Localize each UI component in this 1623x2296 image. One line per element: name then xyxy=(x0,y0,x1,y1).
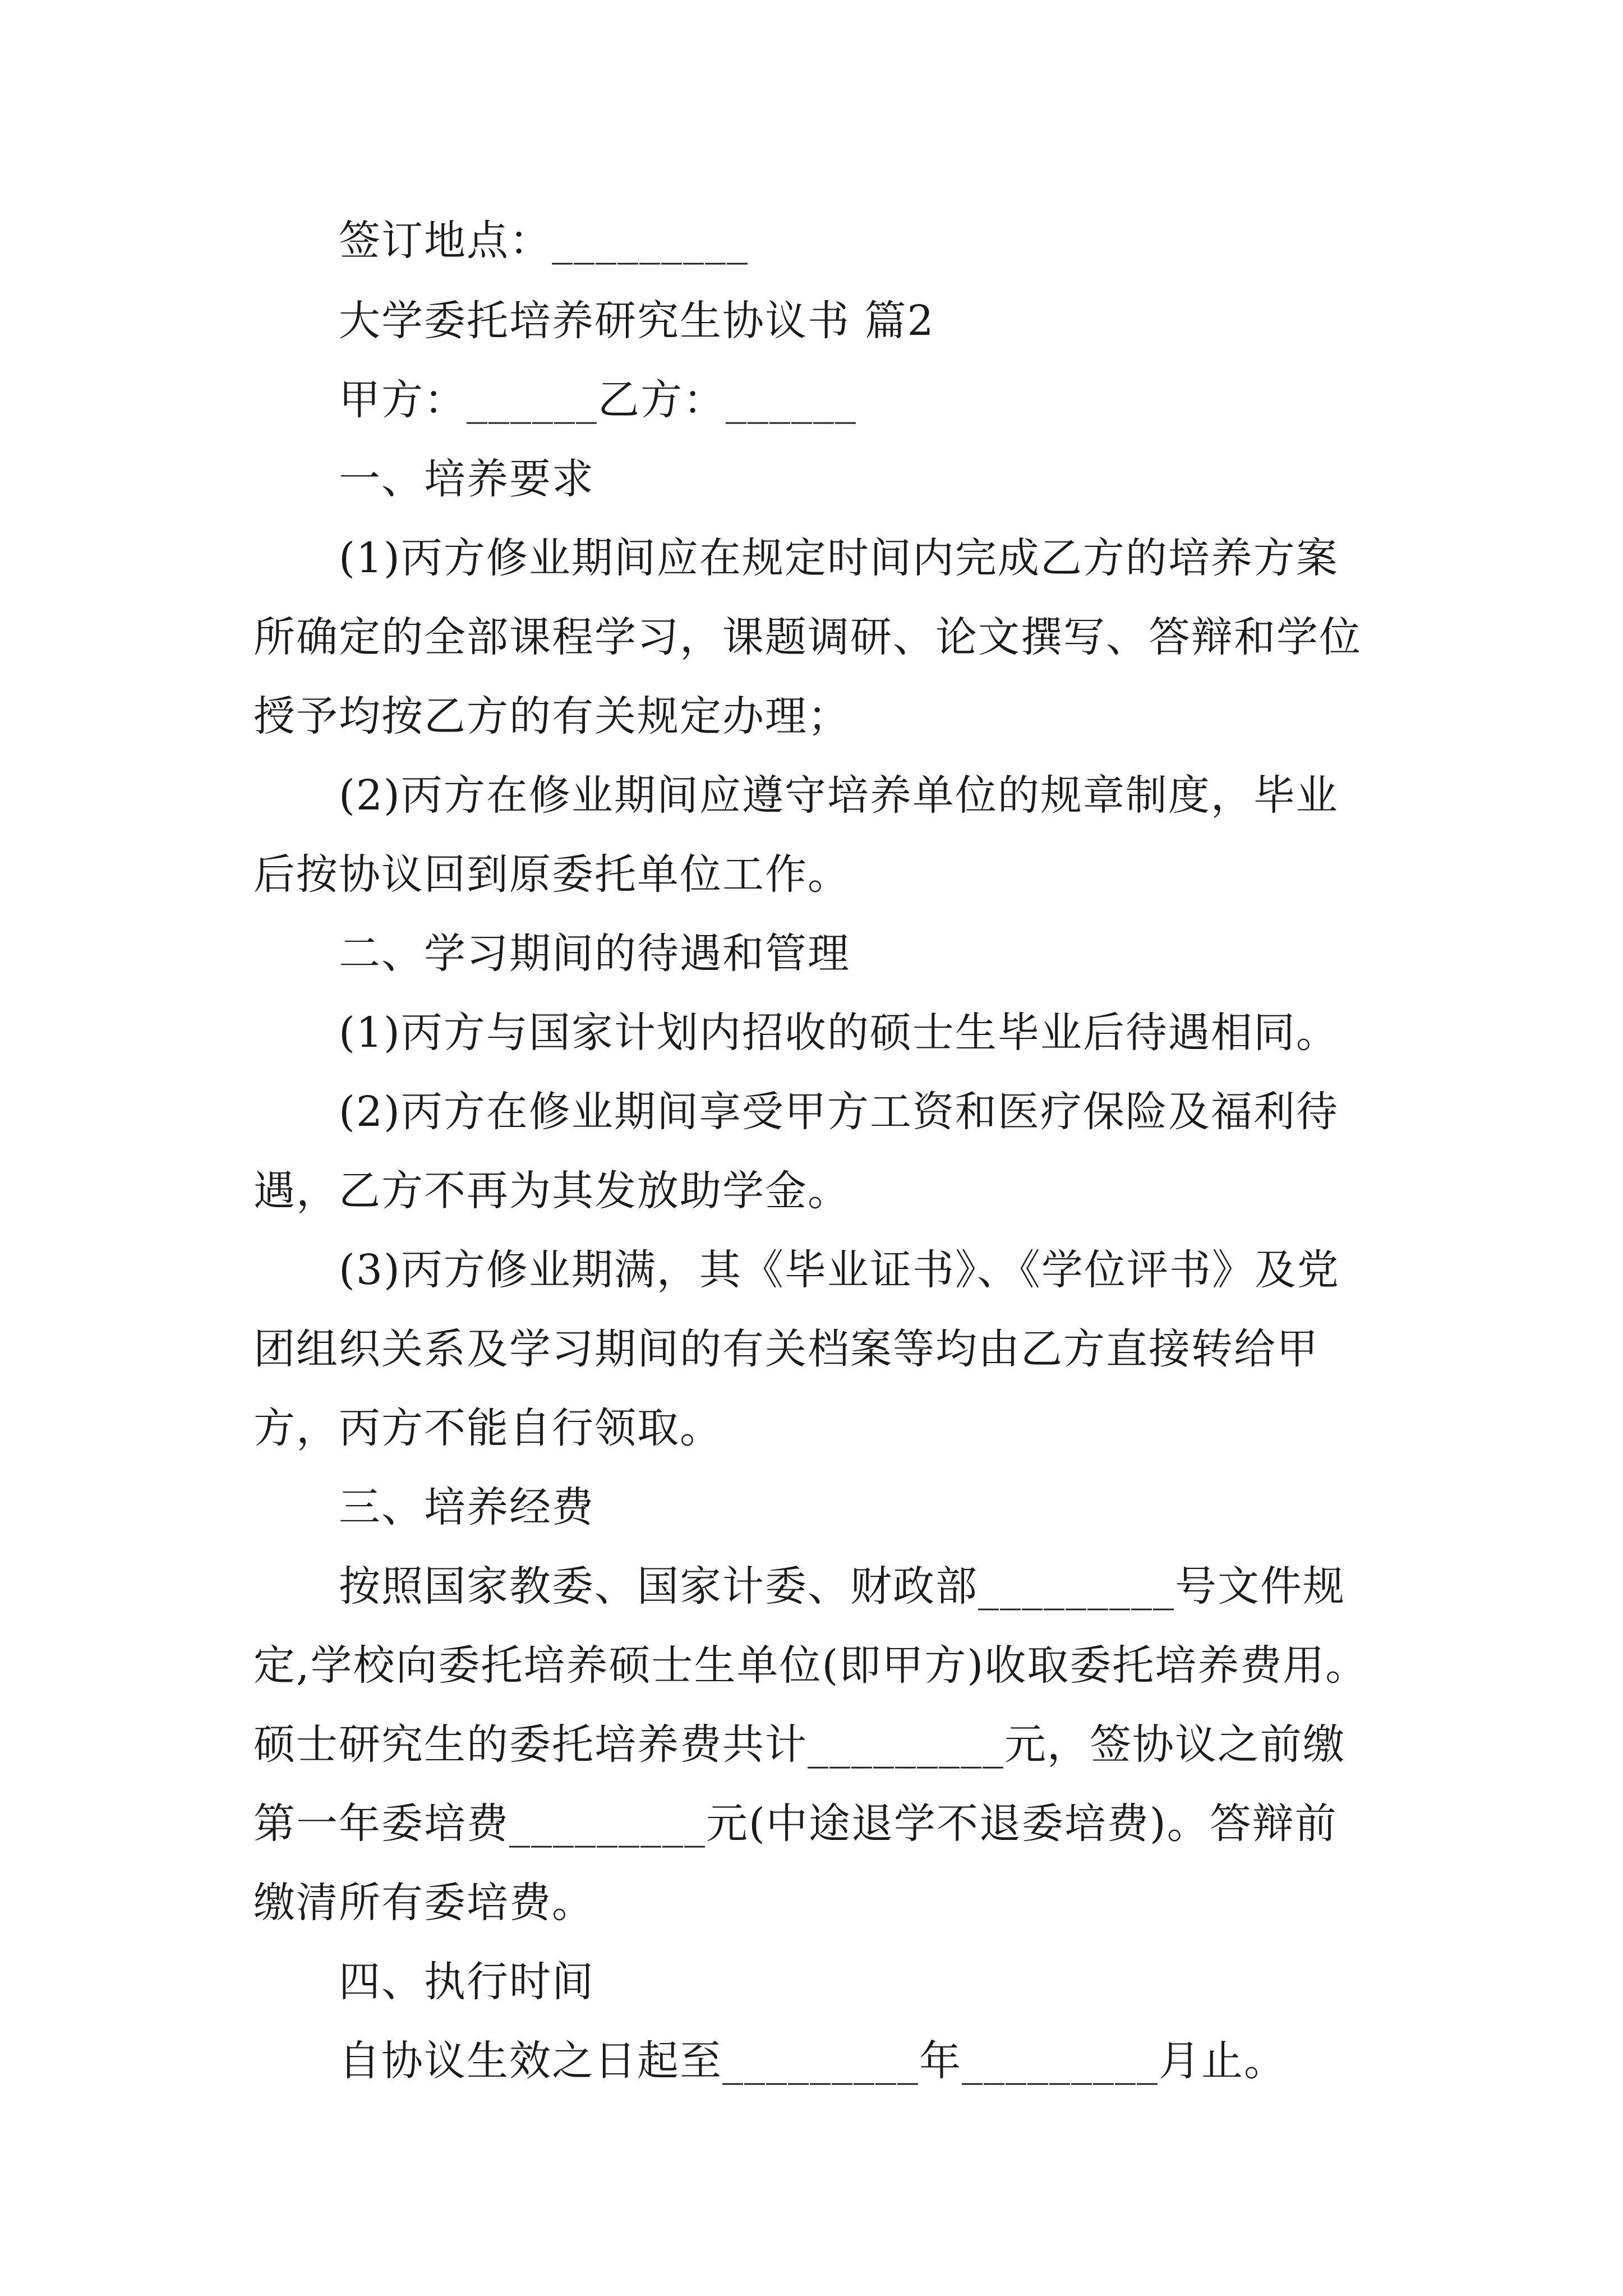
paragraph-line: 遇，乙方不再为其发放助学金。 xyxy=(253,1167,850,1215)
section-heading-1: 一、培养要求 xyxy=(339,455,594,503)
section-heading-3: 三、培养经费 xyxy=(339,1483,594,1531)
paragraph-line: (2)丙方在修业期间应遵守培养单位的规章制度，毕业 xyxy=(339,771,1339,820)
agreement-title: 大学委托培养研究生协议书 篇2 xyxy=(339,297,935,345)
paragraph-line: 所确定的全部课程学习，课题调研、论文撰写、答辩和学位 xyxy=(253,613,1362,661)
paragraph-line: 硕士研究生的委托培养费共计_________元，签协议之前缴 xyxy=(253,1720,1345,1769)
section-heading-2: 二、学习期间的待遇和管理 xyxy=(339,930,850,978)
paragraph-line: 后按协议回到原委托单位工作。 xyxy=(253,850,850,899)
paragraph-line: 授予均按乙方的有关规定办理； xyxy=(253,692,850,740)
signing-place-line: 签订地点：_________ xyxy=(339,217,749,265)
paragraph-line: 第一年委培费_________元(中途退学不退委培费)。答辩前 xyxy=(253,1800,1338,1848)
parties-line: 甲方：______乙方：______ xyxy=(339,376,857,424)
paragraph-line: 缴清所有委培费。 xyxy=(253,1879,594,1927)
paragraph-line: (3)丙方修业期满，其《毕业证书》、《学位评书》及党 xyxy=(339,1246,1340,1294)
section-heading-4: 四、执行时间 xyxy=(339,1958,594,2006)
paragraph-line: (1)丙方与国家计划内招收的硕士生毕业后待遇相同。 xyxy=(339,1009,1339,1057)
paragraph-line: 团组织关系及学习期间的有关档案等均由乙方直接转给甲 xyxy=(253,1325,1319,1373)
paragraph-line: (1)丙方修业期间应在规定时间内完成乙方的培养方案 xyxy=(339,534,1339,582)
paragraph-line: 方，丙方不能自行领取。 xyxy=(253,1404,722,1452)
paragraph-line: 按照国家教委、国家计委、财政部_________号文件规 xyxy=(339,1562,1345,1611)
paragraph-line: 自协议生效之日起至_________年_________月止。 xyxy=(339,2037,1287,2085)
paragraph-line: (2)丙方在修业期间享受甲方工资和医疗保险及福利待 xyxy=(339,1088,1339,1136)
paragraph-line: 定,学校向委托培养硕士生单位(即甲方)收取委托培养费用。 xyxy=(253,1641,1368,1690)
